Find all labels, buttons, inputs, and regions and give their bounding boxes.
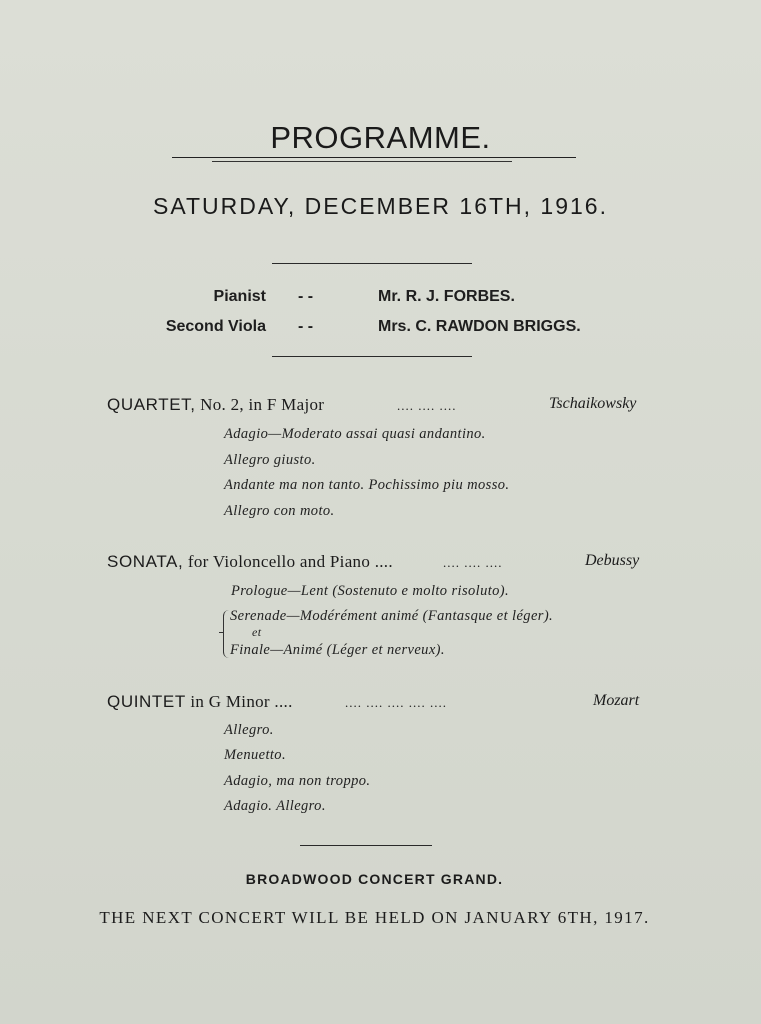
instrument-note: BROADWOOD CONCERT GRAND. (245, 871, 504, 887)
movement: Allegro con moto. (224, 503, 335, 519)
performer-role-pianist: Pianist (213, 288, 266, 305)
movement: Allegro giusto. (224, 452, 316, 468)
movement: Andante ma non tanto. Pochissimo piu mosso. (224, 477, 510, 493)
piece-detail: in G Minor .... (190, 692, 293, 711)
movement: Prologue—Lent (Sostenuto e molto risoluto). (231, 583, 510, 599)
piece-quartet-heading (107, 395, 324, 415)
piece-work: QUARTET, (107, 395, 196, 414)
composer-debussy: Debussy (585, 552, 640, 569)
next-concert-notice: THE NEXT CONCERT WILL BE HELD ON JANUARY 6TH, 1917. (99, 908, 650, 927)
performer-role-viola: Second Viola (165, 318, 266, 335)
piece-work: SONATA, (107, 552, 184, 571)
title-underline-outer (172, 157, 576, 158)
brace-tip (219, 632, 224, 633)
piece-work: QUINTET (107, 692, 186, 711)
composer-tschaikowsky: Tschaikowsky (549, 395, 637, 412)
movement: Finale—Animé (Léger et nerveux). (230, 642, 445, 658)
movement: Adagio. Allegro. (224, 798, 326, 814)
leader-dots: .... .... .... (397, 398, 457, 413)
movement: Adagio—Moderato assai quasi andantino. (224, 426, 486, 442)
performer-dashes: - - (298, 288, 314, 305)
performer-name-pianist: Mr. R. J. FORBES. (378, 288, 515, 305)
movement: Allegro. (224, 722, 274, 738)
piece-detail: No. 2, in F Major (200, 395, 325, 414)
piece-detail: for Violoncello and Piano .... (187, 552, 393, 571)
divider-top (272, 263, 472, 264)
composer-mozart: Mozart (593, 692, 640, 709)
performer-name-viola: Mrs. C. RAWDON BRIGGS. (378, 318, 581, 335)
performer-dashes: - - (298, 318, 314, 335)
movement: Menuetto. (224, 747, 286, 763)
piece-quintet-heading (107, 692, 293, 712)
concert-date: SATURDAY, DECEMBER 16TH, 1916. (153, 193, 608, 219)
movement: Adagio, ma non troppo. (224, 773, 371, 789)
brace (223, 610, 230, 658)
programme-title: PROGRAMME. (270, 120, 491, 155)
leader-dots: .... .... .... (443, 555, 503, 570)
movement-conjunction: et (252, 625, 262, 639)
divider-performers (272, 356, 472, 357)
leader-dots: .... .... .... .... .... (345, 695, 447, 710)
movement: Serenade—Modérément animé (Fantasque et léger). (230, 608, 554, 624)
piece-sonata-heading (107, 552, 393, 572)
title-underline-inner (212, 161, 512, 162)
divider-footer (300, 845, 432, 846)
